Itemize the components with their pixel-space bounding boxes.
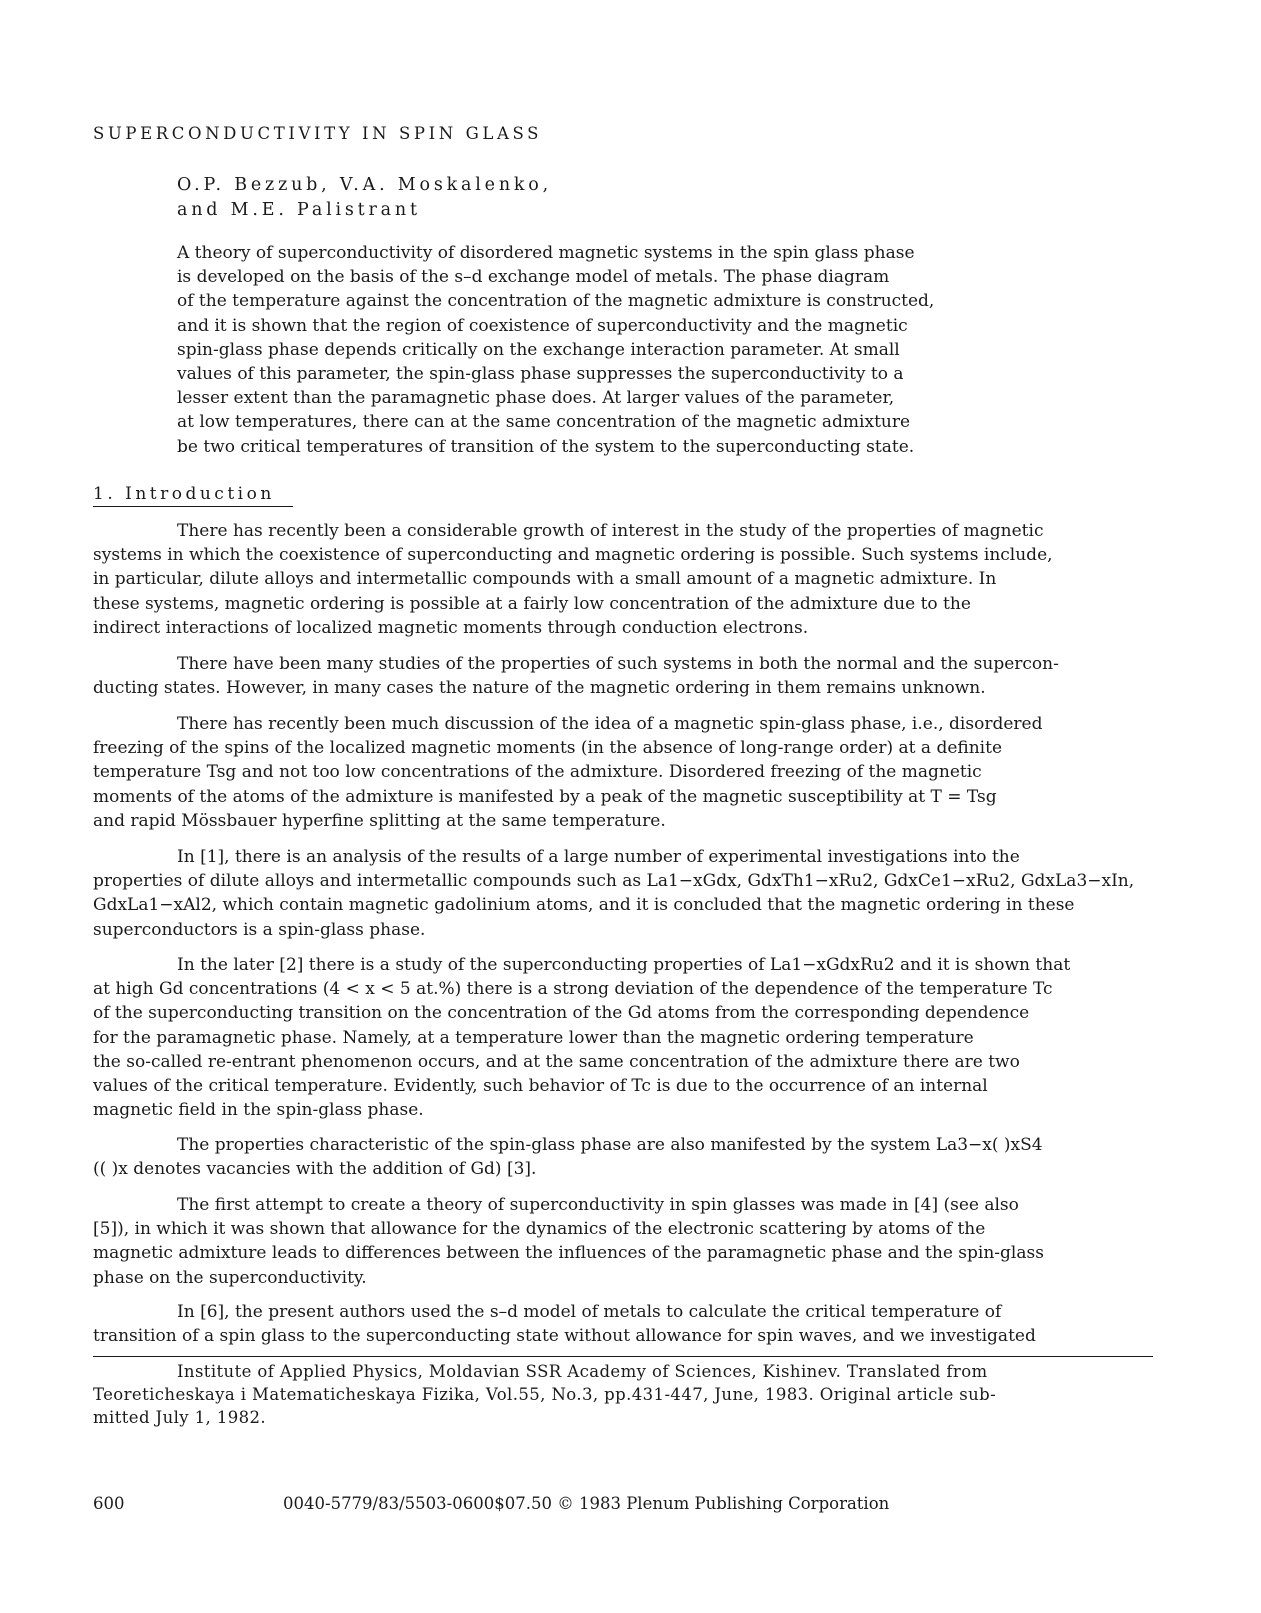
paragraph-line: superconductors is a spin-glass phase. (93, 919, 426, 940)
paragraph-line: The first attempt to create a theory of superconductivity in spin glasses was made in [4] (see also (177, 1195, 1019, 1215)
abstract-line: spin-glass phase depends critically on the exchange interaction parameter. At small (177, 339, 900, 360)
paragraph-line: the so-called re-entrant phenomenon occurs, and at the same concentration of the admixture there are two (93, 1051, 1020, 1072)
copyright-line: 0040-5779/83/5503-0600$07.50 © 1983 Plenum Publishing Corporation (283, 1494, 890, 1513)
paragraph (93, 712, 1143, 833)
paragraph (93, 519, 1143, 640)
abstract-line: values of this parameter, the spin-glass phase suppresses the superconductivity to a (177, 363, 904, 384)
paragraph-line: ducting states. However, in many cases the nature of the magnetic ordering in them remains unknown. (93, 678, 986, 699)
page-number: 600 (93, 1494, 125, 1513)
paragraph-line: magnetic field in the spin-glass phase. (93, 1100, 424, 1121)
paragraph (93, 652, 1143, 700)
abstract-line: of the temperature against the concentration of the magnetic admixture is constructed, (177, 291, 935, 312)
paragraph-line: There have been many studies of the properties of such systems in both the normal and the supercon- (177, 654, 1059, 674)
paragraph-line: The properties characteristic of the spin-glass phase are also manifested by the system La3−x( )xS4 (177, 1135, 1043, 1155)
paragraph (93, 845, 1143, 942)
paragraph (93, 953, 1143, 1122)
paragraph-line: In [1], there is an analysis of the results of a large number of experimental investigations into the (177, 847, 1020, 867)
paragraph-line: magnetic admixture leads to differences between the influences of the paramagnetic phase and the spin-glass (93, 1243, 1044, 1264)
section-heading: 1. Introduction (93, 484, 275, 504)
abstract-line: and it is shown that the region of coexistence of superconductivity and the magnetic (177, 315, 908, 336)
paragraph-line: phase on the superconductivity. (93, 1267, 367, 1288)
paragraph (93, 1193, 1143, 1290)
paragraph-line: properties of dilute alloys and intermetallic compounds such as La1−xGdx, GdxTh1−xRu2, GdxCe1−xRu2, GdxLa3−xIn, (93, 871, 1135, 892)
paragraph-line: values of the critical temperature. Evidently, such behavior of Tc is due to the occurrence of an internal (93, 1075, 988, 1096)
paragraph-line: There has recently been a considerable growth of interest in the study of the properties of magnetic (177, 521, 1044, 541)
abstract-line: A theory of superconductivity of disordered magnetic systems in the spin glass phase (177, 243, 915, 263)
footnote-rule (93, 1356, 1153, 1357)
paragraph-line: temperature Tsg and not too low concentrations of the admixture. Disordered freezing of the magnetic (93, 762, 982, 783)
paragraph-line: systems in which the coexistence of superconducting and magnetic ordering is possible. Such systems include, (93, 545, 1053, 566)
heading-underline (93, 506, 293, 507)
authors-line-1: O.P. Bezzub, V.A. Moskalenko, (177, 175, 552, 195)
authors-line-2: and M.E. Palistrant (177, 200, 421, 220)
paragraph-line: transition of a spin glass to the superconducting state without allowance for spin waves, and we investigated (93, 1326, 1036, 1347)
paragraph (93, 1300, 1143, 1348)
footnote-line: Institute of Applied Physics, Moldavian SSR Academy of Sciences, Kishinev. Translated from (177, 1362, 988, 1381)
paragraph-line: (( )x denotes vacancies with the addition of Gd) [3]. (93, 1159, 537, 1180)
paragraph-line: indirect interactions of localized magnetic moments through conduction electrons. (93, 617, 809, 638)
abstract-line: lesser extent than the paramagnetic phase does. At larger values of the parameter, (177, 388, 895, 409)
abstract (177, 241, 1007, 459)
paragraph-line: in particular, dilute alloys and intermetallic compounds with a small amount of a magnetic admixture. In (93, 569, 997, 590)
abstract-line: at low temperatures, there can at the same concentration of the magnetic admixture (177, 412, 911, 433)
paragraph-line: at high Gd concentrations (4 < x < 5 at.%) there is a strong deviation of the dependence of the temperature Tc (93, 979, 1053, 1000)
abstract-line: is developed on the basis of the s–d exchange model of metals. The phase diagram (177, 267, 890, 288)
abstract-line: be two critical temperatures of transition of the system to the superconducting state. (177, 436, 915, 457)
paragraph-line: for the paramagnetic phase. Namely, at a temperature lower than the magnetic ordering temperature (93, 1027, 974, 1048)
paragraph-line: these systems, magnetic ordering is possible at a fairly low concentration of the admixture due to the (93, 593, 971, 614)
paper-title: SUPERCONDUCTIVITY IN SPIN GLASS (93, 124, 543, 143)
paragraph-line: freezing of the spins of the localized magnetic moments (in the absence of long-range order) at a definite (93, 738, 1003, 759)
paragraph-line: There has recently been much discussion of the idea of a magnetic spin-glass phase, i.e., disordered (177, 714, 1043, 734)
footnote-line: Teoreticheskaya i Matematicheskaya Fizika, Vol.55, No.3, pp.431-447, June, 1983. Original article sub- (93, 1385, 997, 1404)
paragraph (93, 1133, 1143, 1181)
paragraph-line: GdxLa1−xAl2, which contain magnetic gadolinium atoms, and it is concluded that the magnetic ordering in these (93, 895, 1075, 916)
footnote-line: mitted July 1, 1982. (93, 1408, 267, 1427)
paragraph-line: and rapid Mössbauer hyperfine splitting at the same temperature. (93, 810, 666, 831)
paragraph-line: In [6], the present authors used the s–d model of metals to calculate the critical temperature of (177, 1302, 1002, 1322)
paragraph-line: of the superconducting transition on the concentration of the Gd atoms from the corresponding dependence (93, 1003, 1030, 1024)
paragraph-line: moments of the atoms of the admixture is manifested by a peak of the magnetic susceptibility at T = Tsg (93, 786, 997, 807)
paragraph-line: In the later [2] there is a study of the superconducting properties of La1−xGdxRu2 and it is shown that (177, 955, 1071, 975)
paragraph-line: [5]), in which it was shown that allowance for the dynamics of the electronic scattering by atoms of the (93, 1219, 986, 1240)
footnote (93, 1360, 1153, 1429)
